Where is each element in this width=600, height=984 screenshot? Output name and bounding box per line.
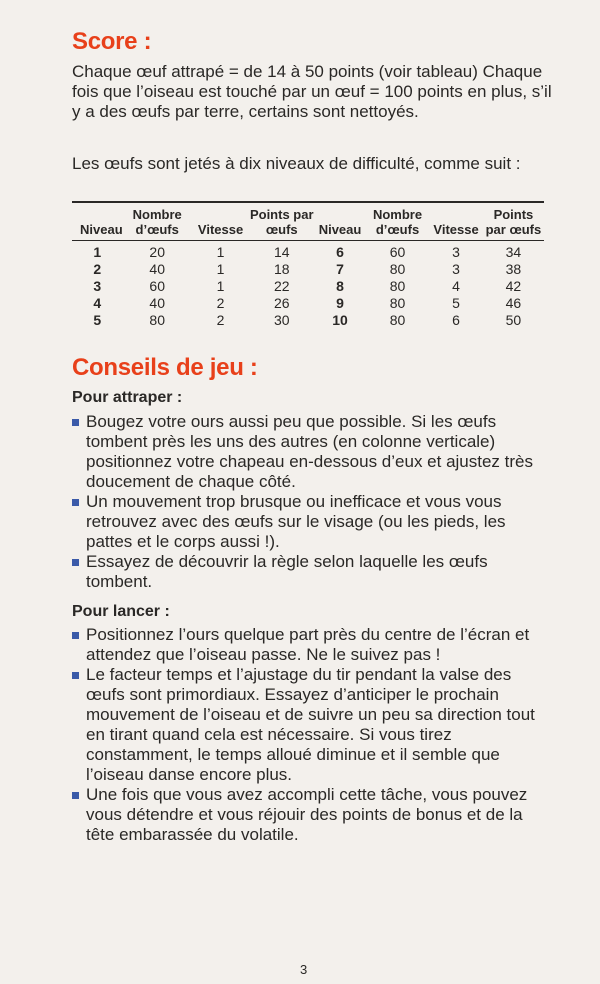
list-item (72, 785, 552, 845)
cell-points: 50 (505, 312, 522, 328)
col-header-vitesse: Vitesse (429, 202, 483, 241)
table-row (72, 312, 544, 329)
cell-vitesse: 1 (216, 278, 225, 294)
col-header-points: Points par œufs (483, 202, 544, 241)
cell-vitesse: 2 (216, 312, 225, 328)
cell-niveau: 7 (336, 261, 344, 277)
cell-points: 26 (273, 295, 290, 311)
cell-nombre: 80 (389, 312, 406, 328)
bullet-square-icon (72, 559, 79, 566)
cell-vitesse: 1 (216, 244, 225, 260)
score-heading: Score : (72, 28, 152, 55)
tip-text: Essayez de découvrir la règle selon laquelle les œufs tombent. (86, 552, 488, 591)
cell-points: 42 (505, 278, 522, 294)
col-header-points: Points par œufs (249, 202, 314, 241)
list-item (72, 552, 552, 592)
attraper-list (72, 412, 552, 592)
table-row (72, 241, 544, 262)
cell-vitesse: 3 (452, 244, 460, 260)
lancer-list (72, 625, 552, 845)
cell-nombre: 20 (149, 244, 165, 260)
cell-niveau: 2 (93, 261, 102, 277)
col-header-niveau: Niveau (314, 202, 366, 241)
score-paragraph: Chaque œuf attrapé = de 14 à 50 points (voir tableau) Chaque fois que l’oiseau est touché par un œuf = 100 points en plus, s’il y a des œufs par terre, certains sont nettoyés. (72, 62, 552, 121)
levels-intro: Les œufs sont jetés à dix niveaux de difficulté, comme suit : (72, 154, 521, 173)
cell-niveau: 3 (93, 278, 102, 294)
cell-vitesse: 2 (216, 295, 225, 311)
lancer-title: Pour lancer : (72, 603, 170, 620)
cell-nombre: 80 (389, 295, 406, 311)
table-row (72, 295, 544, 312)
cell-points: 46 (505, 295, 522, 311)
list-item (72, 625, 552, 665)
table-row (72, 261, 544, 278)
attraper-title: Pour attraper : (72, 389, 183, 406)
cell-vitesse: 4 (452, 278, 460, 294)
col-header-nombre: Nombre d’œufs (123, 202, 192, 241)
cell-nombre: 80 (389, 278, 406, 294)
table-row (72, 278, 544, 295)
tip-text: Bougez votre ours aussi peu que possible. Si les œufs tombent près les uns des autres (en colonne verticale) positionnez votre chapeau en-dessous d’eux et ajustez très doucement de chaque côté. (86, 412, 533, 491)
cell-vitesse: 5 (452, 295, 460, 311)
cell-niveau: 8 (336, 278, 344, 294)
cell-points: 30 (273, 312, 290, 328)
conseils-heading: Conseils de jeu : (72, 354, 258, 381)
tip-text: Positionnez l’ours quelque part près du centre de l’écran et attendez que l’oiseau passe. Ne le suivez pas ! (86, 625, 530, 664)
bullet-square-icon (72, 419, 79, 426)
col-header-vitesse: Vitesse (192, 202, 249, 241)
bullet-square-icon (72, 672, 79, 679)
cell-points: 14 (273, 244, 290, 260)
cell-nombre: 40 (149, 261, 165, 277)
cell-niveau: 9 (336, 295, 344, 311)
bullet-square-icon (72, 632, 79, 639)
cell-points: 18 (273, 261, 290, 277)
list-item (72, 412, 552, 492)
cell-nombre: 60 (389, 244, 406, 260)
cell-niveau: 4 (93, 295, 102, 311)
cell-niveau: 1 (93, 244, 102, 260)
page-number: 3 (300, 962, 308, 977)
cell-nombre: 60 (149, 278, 165, 294)
table-header-row (72, 202, 544, 241)
cell-nombre: 80 (389, 261, 406, 277)
cell-niveau: 5 (93, 312, 102, 328)
tip-text: Le facteur temps et l’ajustage du tir pendant la valse des œufs sont primordiaux. Essayez d’anticiper le prochain mouvement de l’oiseau et de suivre un peu sa direction tout en tirant quand cela est nécessaire. Si vous tirez constamment, le temps alloué diminue et il semble que l’oiseau danse encore plus. (86, 665, 535, 784)
score-table (72, 201, 544, 329)
tip-text: Une fois que vous avez accompli cette tâche, vous pouvez vous détendre et vous réjouir des points de bonus et de la tête embarassée du volatile. (86, 785, 528, 844)
cell-vitesse: 3 (452, 261, 460, 277)
bullet-square-icon (72, 792, 79, 799)
col-header-niveau: Niveau (72, 202, 123, 241)
bullet-square-icon (72, 499, 79, 506)
cell-points: 22 (273, 278, 290, 294)
col-header-nombre: Nombre d’œufs (366, 202, 429, 241)
list-item (72, 665, 552, 785)
cell-points: 38 (505, 261, 522, 277)
list-item (72, 492, 552, 552)
cell-niveau: 6 (336, 244, 344, 260)
cell-nombre: 40 (149, 295, 165, 311)
cell-points: 34 (505, 244, 522, 260)
tip-text: Un mouvement trop brusque ou inefficace et vous vous retrouvez avec des œufs sur le visage (ou les pieds, les pattes et le corps aussi !). (86, 492, 506, 551)
cell-vitesse: 6 (452, 312, 460, 328)
cell-vitesse: 1 (216, 261, 225, 277)
cell-niveau: 10 (332, 312, 348, 328)
cell-nombre: 80 (149, 312, 165, 328)
